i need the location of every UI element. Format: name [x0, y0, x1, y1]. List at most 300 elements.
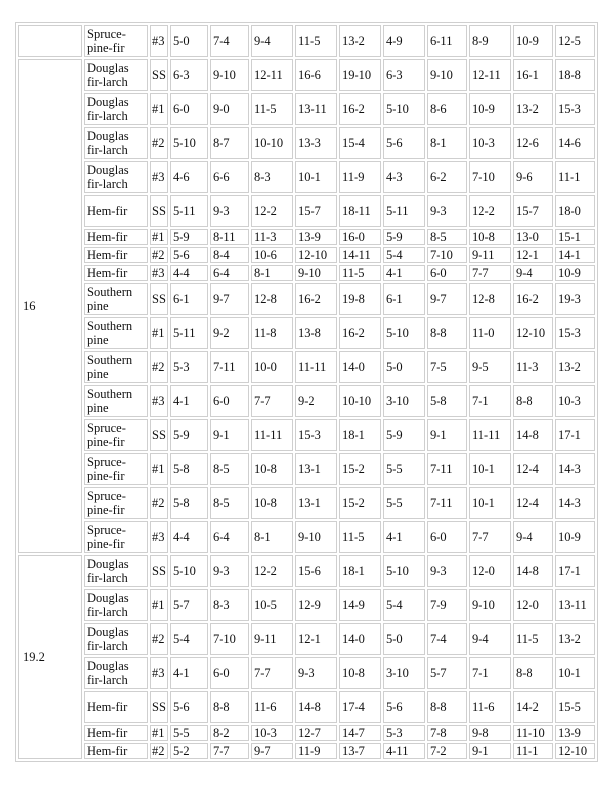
span-value-cell: 11-0 [469, 317, 511, 349]
span-value-cell: 9-4 [513, 265, 553, 281]
span-value-cell: 10-3 [469, 127, 511, 159]
span-value-cell: 13-11 [555, 589, 595, 621]
span-value-cell: 9-0 [210, 93, 249, 125]
span-value-cell: 8-8 [513, 385, 553, 417]
span-value-cell: 6-11 [427, 25, 467, 57]
span-value-cell: 14-0 [339, 351, 381, 383]
span-value-cell: 18-0 [555, 195, 595, 227]
span-value-cell: 8-4 [210, 247, 249, 263]
span-value-cell: 9-1 [427, 419, 467, 451]
grade-cell [150, 127, 168, 159]
table-row [18, 93, 595, 125]
span-value-cell: 15-7 [513, 195, 553, 227]
grade-cell [150, 265, 168, 281]
table-row [18, 195, 595, 227]
span-value-cell: 10-1 [555, 657, 595, 689]
span-value-cell: 7-8 [427, 725, 467, 741]
span-value-cell: 14-3 [555, 487, 595, 519]
span-value-cell: 7-11 [427, 487, 467, 519]
species-cell: Douglas fir-larch [84, 555, 148, 587]
species-cell: Spruce-pine-fir [84, 521, 148, 553]
span-value-cell: 5-9 [383, 419, 425, 451]
span-value-cell: 10-8 [251, 453, 293, 485]
span-value-cell: 6-0 [427, 521, 467, 553]
span-value-cell: 8-3 [210, 589, 249, 621]
span-value-cell: 6-3 [383, 59, 425, 91]
span-value-cell: 5-8 [170, 487, 208, 519]
span-value-cell: 6-4 [210, 265, 249, 281]
span-value-cell: 12-8 [251, 283, 293, 315]
span-value-cell: 11-11 [469, 419, 511, 451]
span-value-cell: 5-5 [170, 725, 208, 741]
grade-cell [150, 555, 168, 587]
span-value-cell: 6-0 [210, 385, 249, 417]
span-value-cell: 9-3 [295, 657, 337, 689]
span-value-cell: 9-11 [469, 247, 511, 263]
span-value-cell: 6-6 [210, 161, 249, 193]
span-value-cell: 8-6 [427, 93, 467, 125]
span-value-cell: 17-4 [339, 691, 381, 723]
span-value-cell: 9-3 [427, 195, 467, 227]
species-cell: Douglas fir-larch [84, 623, 148, 655]
span-value-cell: 14-7 [339, 725, 381, 741]
grade-cell [150, 161, 168, 193]
grade-label: #2 [152, 632, 165, 646]
span-value-cell: 4-1 [383, 265, 425, 281]
span-value-cell: 12-2 [251, 195, 293, 227]
span-value-cell: 10-3 [555, 385, 595, 417]
span-value-cell: 4-4 [170, 265, 208, 281]
span-value-cell: 10-9 [469, 93, 511, 125]
span-value-cell: 19-10 [339, 59, 381, 91]
span-value-cell: 12-6 [513, 127, 553, 159]
table-row [18, 59, 595, 91]
span-value-cell: 10-1 [295, 161, 337, 193]
span-value-cell: 8-8 [427, 691, 467, 723]
span-value-cell: 12-4 [513, 453, 553, 485]
span-value-cell: 10-9 [555, 521, 595, 553]
span-value-cell: 8-8 [513, 657, 553, 689]
span-value-cell: 13-0 [513, 229, 553, 245]
span-value-cell: 7-10 [427, 247, 467, 263]
grade-cell [150, 521, 168, 553]
span-value-cell: 11-6 [251, 691, 293, 723]
span-value-cell: 8-8 [427, 317, 467, 349]
span-value-cell: 10-9 [513, 25, 553, 57]
species-cell: Spruce-pine-fir [84, 419, 148, 451]
span-value-cell: 7-1 [469, 657, 511, 689]
span-value-cell: 9-10 [210, 59, 249, 91]
span-value-cell: 15-5 [555, 691, 595, 723]
grade-label: #1 [152, 230, 165, 244]
span-value-cell: 11-9 [295, 743, 337, 759]
species-cell: Douglas fir-larch [84, 657, 148, 689]
span-value-cell: 3-10 [383, 657, 425, 689]
span-value-cell: 15-3 [555, 93, 595, 125]
span-value-cell: 5-0 [170, 25, 208, 57]
species-cell: Douglas fir-larch [84, 161, 148, 193]
spacing-cell: 19.2 [18, 555, 82, 759]
span-value-cell: 9-10 [295, 265, 337, 281]
span-value-cell: 7-4 [427, 623, 467, 655]
table-row [18, 555, 595, 587]
span-value-cell: 10-10 [339, 385, 381, 417]
span-value-cell: 5-10 [170, 127, 208, 159]
span-value-cell: 8-9 [469, 25, 511, 57]
grade-label: #3 [152, 170, 165, 184]
grade-label: #3 [152, 666, 165, 680]
span-value-cell: 18-1 [339, 419, 381, 451]
span-value-cell: 12-8 [469, 283, 511, 315]
span-value-cell: 15-1 [555, 229, 595, 245]
span-value-cell: 7-11 [427, 453, 467, 485]
grade-label: #1 [152, 102, 165, 116]
span-value-cell: 5-6 [383, 691, 425, 723]
span-value-cell: 15-2 [339, 487, 381, 519]
span-value-cell: 8-5 [427, 229, 467, 245]
span-value-cell: 13-8 [295, 317, 337, 349]
grade-cell [150, 59, 168, 91]
grade-label: SS [152, 204, 166, 218]
span-value-cell: 12-10 [555, 743, 595, 759]
table-row [18, 385, 595, 417]
grade-label: #2 [152, 136, 165, 150]
span-value-cell: 12-4 [513, 487, 553, 519]
spacing-cell [18, 25, 82, 57]
span-value-cell: 10-5 [251, 589, 293, 621]
span-value-cell: 16-1 [513, 59, 553, 91]
table-row [18, 725, 595, 741]
grade-cell [150, 657, 168, 689]
span-value-cell: 8-11 [210, 229, 249, 245]
species-cell: Southern pine [84, 317, 148, 349]
span-value-cell: 18-8 [555, 59, 595, 91]
grade-cell [150, 25, 168, 57]
span-value-cell: 9-2 [210, 317, 249, 349]
span-value-cell: 8-5 [210, 453, 249, 485]
grade-cell [150, 247, 168, 263]
span-value-cell: 9-1 [210, 419, 249, 451]
span-value-cell: 12-0 [513, 589, 553, 621]
span-value-cell: 7-2 [427, 743, 467, 759]
species-cell: Hem-fir [84, 229, 148, 245]
span-value-cell: 11-5 [295, 25, 337, 57]
table-row [18, 317, 595, 349]
span-value-cell: 12-10 [513, 317, 553, 349]
span-value-cell: 5-10 [383, 555, 425, 587]
grade-label: #3 [152, 530, 165, 544]
span-value-cell: 13-2 [555, 623, 595, 655]
grade-label: #2 [152, 248, 165, 262]
span-value-cell: 11-5 [513, 623, 553, 655]
span-value-cell: 6-4 [210, 521, 249, 553]
grade-label: #2 [152, 496, 165, 510]
table-row [18, 247, 595, 263]
span-value-cell: 5-4 [383, 589, 425, 621]
span-value-cell: 12-9 [295, 589, 337, 621]
spacing-cell: 16 [18, 59, 82, 553]
span-value-cell: 6-2 [427, 161, 467, 193]
table-row [18, 127, 595, 159]
span-value-cell: 5-8 [170, 453, 208, 485]
grade-label: #3 [152, 394, 165, 408]
table-row [18, 25, 595, 57]
span-value-cell: 12-0 [469, 555, 511, 587]
span-value-cell: 10-8 [251, 487, 293, 519]
span-value-cell: 10-1 [469, 487, 511, 519]
span-value-cell: 5-5 [383, 453, 425, 485]
span-value-cell: 14-11 [339, 247, 381, 263]
span-value-cell: 12-2 [251, 555, 293, 587]
span-value-cell: 5-7 [427, 657, 467, 689]
span-value-cell: 5-3 [170, 351, 208, 383]
span-value-cell: 12-11 [251, 59, 293, 91]
span-value-cell: 4-4 [170, 521, 208, 553]
span-value-cell: 4-11 [383, 743, 425, 759]
table-row [18, 265, 595, 281]
table-row [18, 623, 595, 655]
span-value-cell: 11-8 [251, 317, 293, 349]
span-value-cell: 11-9 [339, 161, 381, 193]
span-value-cell: 12-10 [295, 247, 337, 263]
span-value-cell: 13-2 [513, 93, 553, 125]
span-value-cell: 12-2 [469, 195, 511, 227]
span-value-cell: 5-5 [383, 487, 425, 519]
span-value-cell: 4-1 [170, 657, 208, 689]
species-cell: Spruce-pine-fir [84, 25, 148, 57]
grade-cell [150, 93, 168, 125]
grade-label: #1 [152, 726, 165, 740]
span-value-cell: 12-5 [555, 25, 595, 57]
grade-label: #3 [152, 266, 165, 280]
span-value-cell: 9-2 [295, 385, 337, 417]
span-value-cell: 16-2 [339, 317, 381, 349]
species-cell: Hem-fir [84, 195, 148, 227]
span-value-cell: 12-1 [295, 623, 337, 655]
span-value-cell: 13-1 [295, 487, 337, 519]
span-value-cell: 13-7 [339, 743, 381, 759]
grade-label: SS [152, 292, 166, 306]
span-value-cell: 8-2 [210, 725, 249, 741]
span-value-cell: 9-4 [251, 25, 293, 57]
span-value-cell: 6-0 [210, 657, 249, 689]
span-value-cell: 5-8 [427, 385, 467, 417]
span-value-cell: 5-3 [383, 725, 425, 741]
span-value-cell: 10-10 [251, 127, 293, 159]
span-value-cell: 16-6 [295, 59, 337, 91]
span-value-cell: 17-1 [555, 555, 595, 587]
span-value-cell: 5-4 [383, 247, 425, 263]
span-value-cell: 5-10 [383, 317, 425, 349]
species-cell: Southern pine [84, 351, 148, 383]
span-value-cell: 6-3 [170, 59, 208, 91]
span-value-cell: 11-3 [513, 351, 553, 383]
span-value-cell: 7-7 [469, 521, 511, 553]
span-value-cell: 9-3 [210, 555, 249, 587]
span-value-cell: 11-5 [339, 521, 381, 553]
span-value-cell: 9-11 [251, 623, 293, 655]
span-value-cell: 9-7 [427, 283, 467, 315]
span-value-cell: 15-6 [295, 555, 337, 587]
span-value-cell: 7-9 [427, 589, 467, 621]
span-value-cell: 10-1 [469, 453, 511, 485]
span-value-cell: 7-10 [210, 623, 249, 655]
span-value-cell: 9-6 [513, 161, 553, 193]
span-value-cell: 15-4 [339, 127, 381, 159]
span-value-cell: 8-1 [251, 521, 293, 553]
species-cell: Hem-fir [84, 691, 148, 723]
species-cell: Douglas fir-larch [84, 589, 148, 621]
grade-label: #1 [152, 598, 165, 612]
span-value-cell: 5-9 [170, 229, 208, 245]
span-value-cell: 16-2 [513, 283, 553, 315]
table-row [18, 161, 595, 193]
table-row [18, 453, 595, 485]
span-value-cell: 10-8 [339, 657, 381, 689]
species-cell: Douglas fir-larch [84, 93, 148, 125]
span-value-cell: 6-1 [170, 283, 208, 315]
table-row [18, 691, 595, 723]
grade-cell [150, 419, 168, 451]
span-value-cell: 5-10 [383, 93, 425, 125]
species-cell: Spruce-pine-fir [84, 487, 148, 519]
span-value-cell: 7-11 [210, 351, 249, 383]
table-row [18, 487, 595, 519]
grade-cell [150, 195, 168, 227]
span-value-cell: 10-8 [469, 229, 511, 245]
span-value-cell: 14-2 [513, 691, 553, 723]
span-value-cell: 13-2 [339, 25, 381, 57]
span-value-cell: 14-1 [555, 247, 595, 263]
span-value-cell: 11-1 [555, 161, 595, 193]
span-value-cell: 5-6 [170, 691, 208, 723]
span-value-cell: 7-7 [251, 385, 293, 417]
grade-cell [150, 229, 168, 245]
table-row [18, 419, 595, 451]
grade-label: #2 [152, 360, 165, 374]
grade-cell [150, 623, 168, 655]
span-value-cell: 19-3 [555, 283, 595, 315]
grade-label: #1 [152, 462, 165, 476]
span-value-cell: 8-1 [427, 127, 467, 159]
table-row [18, 283, 595, 315]
span-value-cell: 6-0 [170, 93, 208, 125]
span-value-cell: 11-10 [513, 725, 553, 741]
span-table [15, 22, 598, 762]
span-value-cell: 4-3 [383, 161, 425, 193]
span-value-cell: 9-7 [251, 743, 293, 759]
span-value-cell: 3-10 [383, 385, 425, 417]
span-value-cell: 9-3 [210, 195, 249, 227]
grade-label: SS [152, 700, 166, 714]
span-value-cell: 9-7 [210, 283, 249, 315]
span-value-cell: 14-8 [513, 419, 553, 451]
span-value-cell: 7-7 [210, 743, 249, 759]
table-row [18, 589, 595, 621]
span-value-cell: 18-1 [339, 555, 381, 587]
span-value-cell: 8-5 [210, 487, 249, 519]
span-value-cell: 9-4 [469, 623, 511, 655]
span-value-cell: 7-4 [210, 25, 249, 57]
span-value-cell: 5-2 [170, 743, 208, 759]
span-value-cell: 8-8 [210, 691, 249, 723]
span-value-cell: 5-9 [383, 229, 425, 245]
span-value-cell: 8-7 [210, 127, 249, 159]
span-value-cell: 15-3 [555, 317, 595, 349]
span-value-cell: 7-1 [469, 385, 511, 417]
span-value-cell: 15-3 [295, 419, 337, 451]
span-value-cell: 5-6 [170, 247, 208, 263]
span-value-cell: 12-11 [469, 59, 511, 91]
grade-label: SS [152, 428, 166, 442]
span-value-cell: 6-0 [427, 265, 467, 281]
span-value-cell: 14-6 [555, 127, 595, 159]
span-value-cell: 5-0 [383, 351, 425, 383]
span-value-cell: 9-5 [469, 351, 511, 383]
span-value-cell: 5-11 [170, 317, 208, 349]
table-row [18, 743, 595, 759]
span-value-cell: 13-9 [555, 725, 595, 741]
span-value-cell: 13-11 [295, 93, 337, 125]
grade-label: #3 [152, 34, 165, 48]
span-value-cell: 14-0 [339, 623, 381, 655]
species-cell: Spruce-pine-fir [84, 453, 148, 485]
span-value-cell: 7-5 [427, 351, 467, 383]
span-value-cell: 19-8 [339, 283, 381, 315]
grade-cell [150, 487, 168, 519]
span-value-cell: 9-8 [469, 725, 511, 741]
span-value-cell: 11-3 [251, 229, 293, 245]
grade-label: SS [152, 564, 166, 578]
grade-cell [150, 351, 168, 383]
span-value-cell: 5-11 [383, 195, 425, 227]
span-value-cell: 16-0 [339, 229, 381, 245]
span-value-cell: 15-2 [339, 453, 381, 485]
span-value-cell: 12-1 [513, 247, 553, 263]
span-value-cell: 14-8 [513, 555, 553, 587]
span-value-cell: 7-10 [469, 161, 511, 193]
grade-cell [150, 691, 168, 723]
grade-cell [150, 317, 168, 349]
span-value-cell: 10-0 [251, 351, 293, 383]
span-value-cell: 13-3 [295, 127, 337, 159]
span-value-cell: 11-6 [469, 691, 511, 723]
span-value-cell: 16-2 [339, 93, 381, 125]
grade-cell [150, 725, 168, 741]
grade-cell [150, 589, 168, 621]
span-value-cell: 4-1 [383, 521, 425, 553]
span-value-cell: 13-9 [295, 229, 337, 245]
span-value-cell: 5-6 [383, 127, 425, 159]
grade-label: #2 [152, 744, 165, 758]
span-value-cell: 5-7 [170, 589, 208, 621]
grade-cell [150, 453, 168, 485]
span-value-cell: 9-3 [427, 555, 467, 587]
span-value-cell: 9-1 [469, 743, 511, 759]
span-value-cell: 9-10 [469, 589, 511, 621]
table-row [18, 229, 595, 245]
span-value-cell: 10-6 [251, 247, 293, 263]
table-row [18, 351, 595, 383]
table-body [18, 25, 595, 759]
span-value-cell: 5-9 [170, 419, 208, 451]
species-cell: Hem-fir [84, 247, 148, 263]
span-value-cell: 10-9 [555, 265, 595, 281]
span-value-cell: 9-10 [295, 521, 337, 553]
species-cell: Southern pine [84, 283, 148, 315]
species-cell: Hem-fir [84, 743, 148, 759]
span-value-cell: 4-1 [170, 385, 208, 417]
